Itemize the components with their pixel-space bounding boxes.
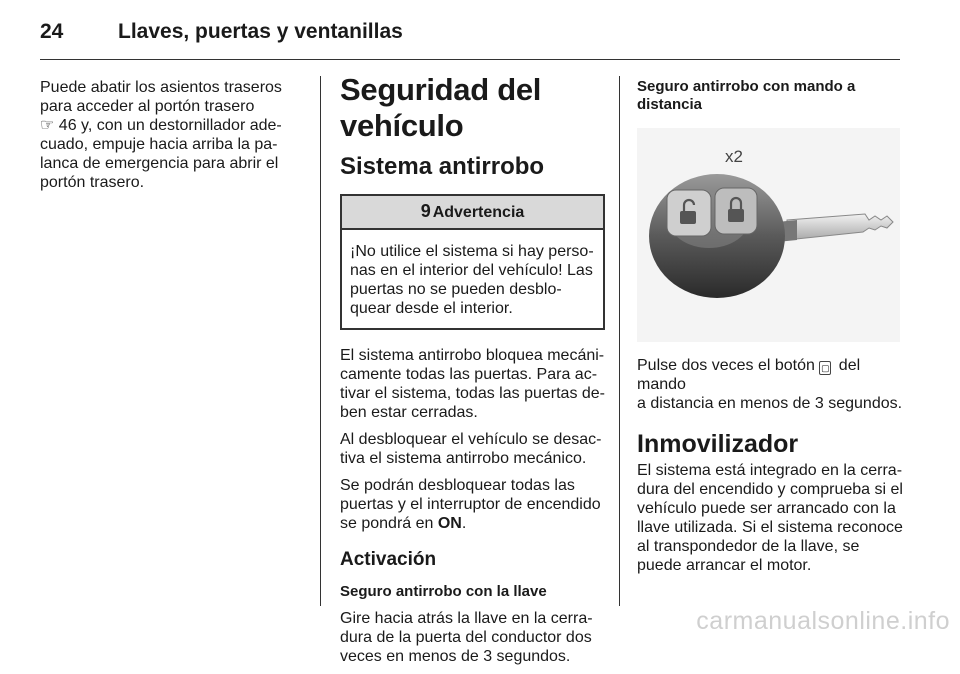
key-lock-heading: Seguro antirrobo con la llave	[340, 583, 547, 600]
warning-title: Advertencia	[432, 204, 525, 221]
antitheft-description: El sistema antirrobo bloquea mecáni- camente todas las puertas. Para ac- tivar el sistema, todas las puertas de- ben estar cerradas.	[340, 347, 606, 421]
chapter-title: Llaves, puertas y ventanillas	[118, 20, 403, 43]
subsection-heading: Sistema antirrobo	[340, 153, 545, 180]
warning-header	[342, 196, 603, 230]
column-right	[637, 78, 905, 583]
remote-key-illustration	[637, 128, 900, 342]
lock-button-icon: ▢	[821, 363, 830, 373]
column-divider-right	[619, 76, 620, 606]
warning-box	[340, 194, 605, 330]
warning-body: ¡No utilice el sistema si hay perso- nas en el interior del vehículo! Las puertas no se pueden desblo- quear desde el interior.	[350, 243, 594, 317]
page-number: 24	[40, 20, 64, 43]
immobilizer-paragraph: El sistema está integrado en la cerra- dura del encendido y comprueba si el vehículo puede ser arrancado con la llave utilizada. Si el sistema reconoce al transpondedor de la llave, se puede arrancar el motor.	[637, 462, 903, 574]
press-twice-label: x2	[725, 147, 743, 166]
key-lock-paragraph: Gire hacia atrás la llave en la cerra- dura de la puerta del conductor dos veces en menos de 3 segundos.	[340, 610, 593, 665]
page-header	[40, 20, 403, 44]
warning-icon: 9	[420, 201, 431, 221]
remote-caption: Pulse dos veces el botón ▢ del mando a distancia en menos de 3 segundos.	[637, 357, 903, 412]
activation-heading: Activación	[340, 549, 437, 570]
remote-key-figure	[637, 128, 900, 342]
ignition-paragraph: Se podrán desbloquear todas las puertas y el interruptor de encendido se pondrá en ON.	[340, 477, 601, 532]
column-divider-left	[320, 76, 321, 606]
header-rule	[40, 59, 900, 60]
section-heading: Seguridad del vehículo	[340, 72, 542, 143]
immobilizer-heading: Inmovilizador	[637, 430, 799, 458]
remote-lock-heading: Seguro antirrobo con mando a distancia	[637, 78, 856, 113]
tailgate-paragraph: Puede abatir los asientos traseros para acceder al portón trasero ☞ 46 y, con un destornillador ade- cuado, empuje hacia arriba la pa- lanca de emergencia para abrir el portón trasero.	[40, 79, 282, 191]
column-left	[40, 78, 308, 200]
unlock-paragraph: Al desbloquear el vehículo se desac- tiva el sistema antirrobo mecánico.	[340, 431, 602, 467]
on-label: ON	[437, 515, 462, 532]
page-reference-link[interactable]: ☞ 46 y, con un destornillador ade-	[40, 117, 282, 134]
column-middle	[340, 72, 605, 674]
watermark: carmanualsonline.info	[696, 607, 950, 635]
